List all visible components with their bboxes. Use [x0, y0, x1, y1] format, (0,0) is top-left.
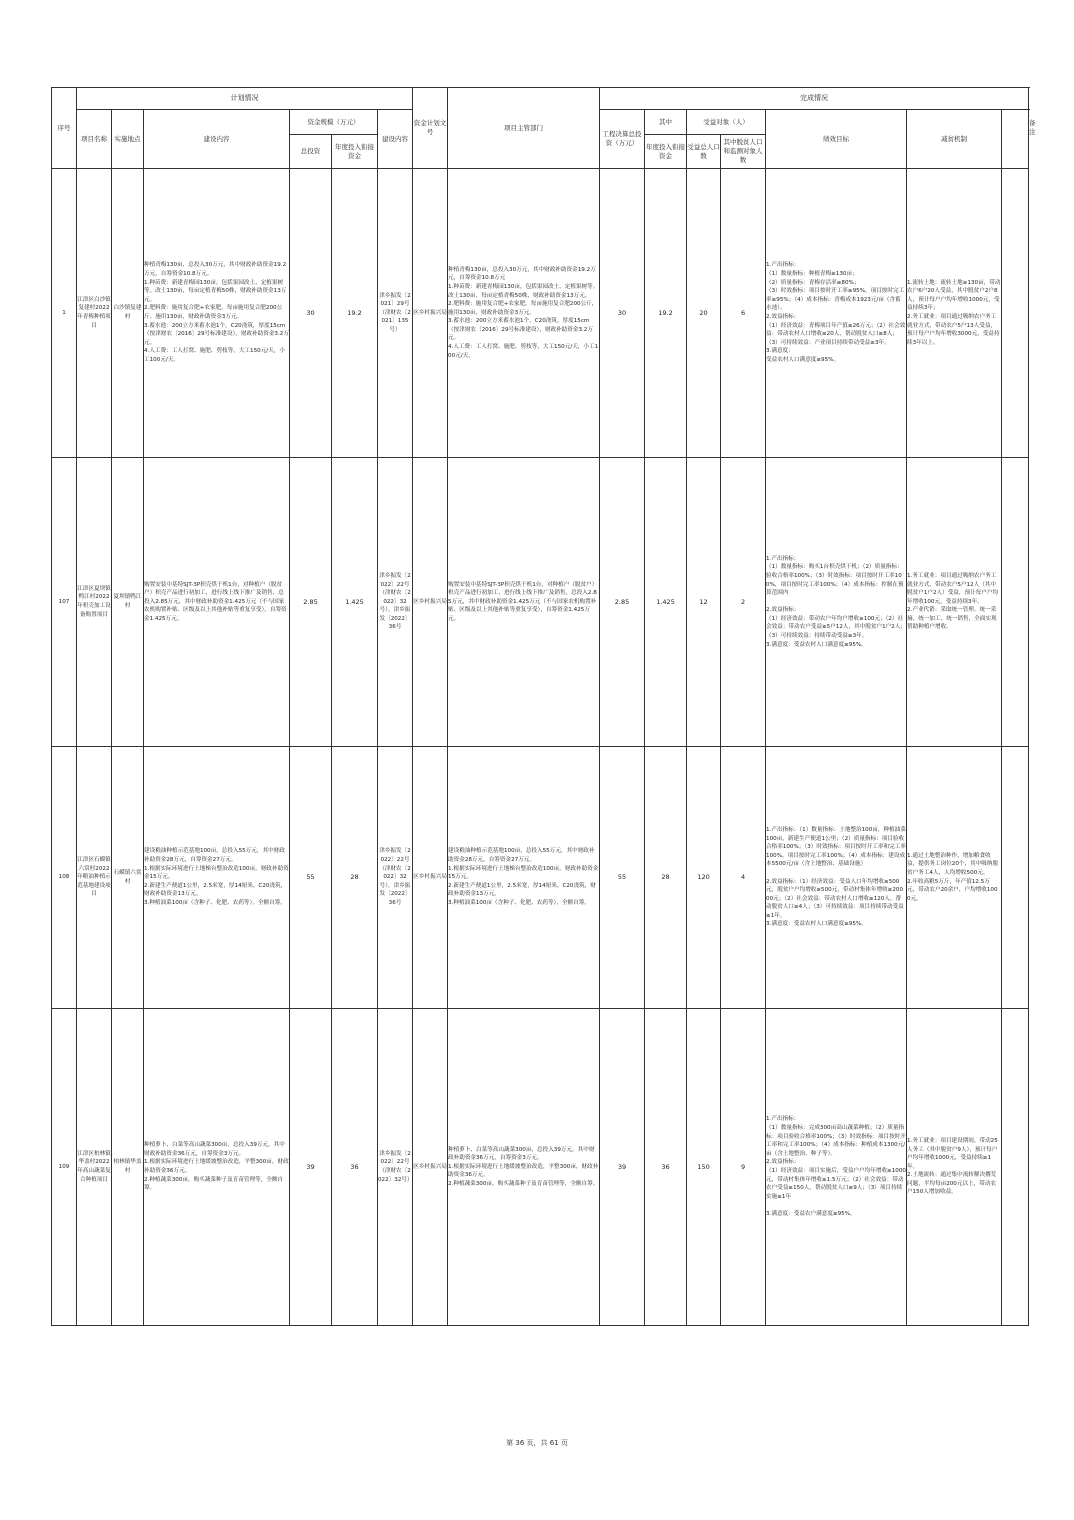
table-row	[52, 747, 1029, 1009]
row-done-content: 种植萝卜、白菜等高山蔬菜300亩，总投入39万元，其中财政补助资金36万元，自筹资金3万元。 1.根据实际环境进行土地缓坡整治改造，平整300亩，财政补助资金36万元。 2.种植蔬菜300亩，购买蔬菜种子及育苗管理等，全额自筹。	[448, 1009, 600, 1326]
header-dept: 项目主管部门	[448, 88, 600, 169]
row-location: 柏林镇华盖村	[112, 1009, 144, 1326]
row-dept: 区乡村振兴局	[413, 458, 448, 747]
row-goal: 1.产出指标：（1）数量指标：土地整治100亩，种植油菜100亩，新建生产便道1公里；（2）质量指标：项目验收合格率100%；（3）时效指标：项目按时开工率和完工率100%，项目按时完工率100%；（4）成本指标：建设成本5500元/亩（含土地整治、基础设施） 2.效益指标：（1）经济效益：受益人口年均增收≥500元，脱贫户户均增收≥500元，带动村集体年增收≥20000元；（2）社会效益：带动农村人口增收≥120人，帮动脱贫人口≥4人；（3）可持续效益：项目持续带动受益≥1年。 3.满意度：受益农村人口满意度≥95%。	[766, 747, 907, 1009]
row-benef-total: 12	[687, 458, 721, 747]
row-dept: 区乡村振兴局	[413, 747, 448, 1009]
header-of-which: 其中	[645, 110, 687, 135]
row-dept: 区乡村振兴局	[413, 169, 448, 458]
page-footer: 第 36 页，共 61 页	[506, 1439, 568, 1447]
row-seq: 107	[52, 458, 77, 747]
row-plan-content: 建设粮油种植示范基地100亩，总投入55万元，其中财政补助资金28万元，自筹资金27万元。 1.根据实际环境进行土地梯台整治改造100亩，财政补助资金15万元。 2.新建生产便道1公里，2.5米宽，厚14厘米，C20浇筑，财政补助资金13万元。 3.种植油菜100亩（含种子、化肥、农药等），全额自筹。	[144, 747, 290, 1009]
header-beneficiaries: 受益对象（人）	[687, 110, 766, 135]
row-benef-total: 120	[687, 747, 721, 1009]
row-done-annual: 28	[645, 747, 687, 1009]
header-fund-scale: 资金规模（万元）	[290, 110, 378, 135]
row-annual-fiscal: 1.425	[332, 458, 378, 747]
header-done-content: 建设内容	[378, 110, 413, 169]
row-total-investment: 39	[290, 1009, 332, 1326]
row-location: 白沙镇复建村	[112, 169, 144, 458]
row-benef-poor: 9	[721, 1009, 766, 1326]
row-seq: 1	[52, 169, 77, 458]
row-plan-content: 种植青梅130亩，总投入30万元，其中财政补助资金19.2万元，自筹资金10.8万元。 1.种苗费：新建青梅园130亩，包括果园改土、定植果树等。改土130亩，每亩定植青梅50株，财政补助资金13万元。 2.肥料费：施用复合肥+农家肥，每亩施用复合肥200公斤。施用130亩，财政补助资金3万元。 3.蓄水池：200立方米蓄水池1个，C20浇筑，厚度15cm（按津财农〔2016〕29号标准建设），财政补助资金3.2万元。 4.人工费：工人打窝、施肥、剪枝等，大工150元/天，小工100元/天。	[144, 169, 290, 458]
header-location: 实施地点	[112, 110, 144, 169]
table-row	[52, 169, 1029, 458]
header-project-name: 项目名称	[77, 110, 112, 169]
row-total-investment: 30	[290, 169, 332, 458]
row-done-annual: 1.425	[645, 458, 687, 747]
row-doc-no: 津乡振发〔2022〕22号（津财农〔2022〕32号）	[378, 1009, 413, 1326]
row-final-total: 2.85	[600, 458, 645, 747]
row-total-investment: 55	[290, 747, 332, 1009]
row-goal: 1.产出指标： （1）数量指标：完成300亩高山蔬菜种植；（2）质量指标：项目验收合格率100%；（3）时效指标：项目按时开工率和完工率100%；（4）成本指标：种植成本1300元/亩（含土地整治、种子等）。 2.效益指标： （1）经济效益：项目实施后，受益户户均年增收≥1000元，带动村集体年增收≥1.5万元；（2）社会效益：带动农户受益≥150人，帮动脱贫人口≥9人；（3）项目持续实施≥1年 3.满意度：受益农户满意度≥95%。	[766, 1009, 907, 1326]
row-done-content: 购置安装中基特SJT-3P枳壳烘干机1台，对种植户（脱贫户）枳壳产品进行初加工，进行线上线下推广及销售，总投入2.85万元，其中财政补助资金1.425万元（不与国家农机购置补贴、区级及以上其他补贴等重复享受），自筹资金1.425万元。	[448, 458, 600, 747]
row-project-name: 江津区白沙镇复建村2022年青梅种植项目	[77, 169, 112, 458]
row-final-total: 30	[600, 169, 645, 458]
row-annual-fiscal: 36	[332, 1009, 378, 1326]
row-done-content: 建设粮油种植示范基地100亩，总投入55万元，其中财政补助资金28万元，自筹资金27万元。 1.根据实际环境进行土地梯台整治改造100亩，财政补助资金15万元。 2.新建生产便道1公里，2.5米宽，厚14厘米，C20浇筑，财政补助资金13万元。 3.种植油菜100亩（含种子、化肥、农药等），全额自筹。	[448, 747, 600, 1009]
row-doc-no: 津乡振发〔2021〕29号（津财农〔2021〕135号）	[378, 169, 413, 458]
row-final-total: 39	[600, 1009, 645, 1326]
row-project-name: 江津区柏林镇华盖村2022年高山蔬菜复合种植项目	[77, 1009, 112, 1326]
table-row	[52, 1009, 1029, 1326]
row-location: 夏坝镇鸭江村	[112, 458, 144, 747]
row-plan-content: 购置安装中基特SJT-3P枳壳烘干机1台，对种植户（脱贫户）枳壳产品进行初加工，进行线上线下推广及销售，总投入2.85万元，其中财政补助资金1.425万元（不与国家农机购置补贴、区级及以上其他补贴等重复享受），自筹资金1.425万元。	[144, 458, 290, 747]
header-total-investment: 总投资	[290, 135, 332, 169]
row-remark	[1002, 1009, 1029, 1326]
header-done-annual: 年度投入衔接资金	[645, 135, 687, 169]
row-annual-fiscal: 19.2	[332, 169, 378, 458]
row-final-total: 55	[600, 747, 645, 1009]
header-benef-poor: 其中脱贫人口和监测对象人数	[721, 135, 766, 169]
row-mechanism: 1.务工就业：项目建设期间，带动25人务工（其中脱贫户9人），预计每户户均年增收1000元，受益持续≥1年。 2.土地流转：通过集中流转解决撂荒问题，平均每亩200元以上，带动农户150人增加收益。	[907, 1009, 1002, 1326]
row-benef-poor: 6	[721, 169, 766, 458]
header-mechanism: 减贫机制	[907, 110, 1002, 169]
row-project-name: 江津区夏坝镇鸭江村2022年枳壳加工设备购置项目	[77, 458, 112, 747]
row-done-annual: 19.2	[645, 169, 687, 458]
row-remark	[1002, 169, 1029, 458]
row-doc-no: 津乡振发〔2022〕22号（津财农〔2022〕32号），津乡振发〔2022〕36号	[378, 747, 413, 1009]
row-benef-total: 150	[687, 1009, 721, 1326]
header-doc-no: 资金计划文号	[413, 88, 448, 169]
row-remark	[1002, 747, 1029, 1009]
table-row	[52, 458, 1029, 747]
header-done-group: 完成情况	[600, 88, 1029, 110]
header-seq: 序号	[52, 88, 77, 169]
header-benef-total: 受益总人口数	[687, 135, 721, 169]
row-annual-fiscal: 28	[332, 747, 378, 1009]
row-mechanism: 1.流转土地：流转土地≥130亩，带动农户6户20人受益，其中脱贫户2户8人，预计每户户均年增收1000元，受益持续3年； 2.务工就业：项目通过吸纳农户务工就业方式，带动农户5户13人受益，预计每户户均年增收3000元，受益持续3年以上。	[907, 169, 1002, 458]
row-seq: 109	[52, 1009, 77, 1326]
header-plan-content: 建设内容	[144, 110, 290, 169]
row-goal: 1.产出指标： （1）数量指标：种植青梅≥130亩； （2）质量指标：青梅存活率≥80%； （3）时效指标：项目按时开工率≥95%，项目按时完工率≥95%；（4）成本指标：青梅成本1923元/亩（含蓄水池）。 2.效益指标： （1）经济效益：青梅项目年产值≥26万元；（2）社会效益：带动农村人口增收≥20人，帮动脱贫人口≥8人；（3）可持续效益：产业项目持续带动受益≥3年。 3.满意度： 受益农村人口满意度≥95%。	[766, 169, 907, 458]
header-annual-fiscal: 年度投入衔接资金	[332, 135, 378, 169]
header-plan-group: 计划情况	[77, 88, 413, 110]
row-seq: 108	[52, 747, 77, 1009]
row-benef-total: 20	[687, 169, 721, 458]
row-plan-content: 种植萝卜、白菜等高山蔬菜300亩，总投入39万元，其中财政补助资金36万元，自筹资金3万元。 1.根据实际环境进行土地缓坡整治改造，平整300亩，财政补助资金36万元。 2.种植蔬菜300亩，购买蔬菜种子及育苗管理等，全额自筹。	[144, 1009, 290, 1326]
row-doc-no: 津乡振发〔2022〕22号（津财农〔2022〕32号），津乡振发〔2022〕36号	[378, 458, 413, 747]
row-project-name: 江津区石蟆镇六赏村2022年粮油种植示范基地建设项目	[77, 747, 112, 1009]
header-goal: 绩效目标	[766, 110, 907, 169]
row-location: 石蟆镇六赏村	[112, 747, 144, 1009]
project-table: 序号 计划情况 资金计划文号 项目主管部门 完成情况 备注 项目名称 实施地点 建设内容 资金规模（万元） 建设内容 工程决算总投资（万元） 其中 受益对象（人） 绩效目标 减贫机制 总投资 年度投入衔接资金 年度投入衔接资金 受益总人口数 其中脱贫人口和监测对象人数 1 江津区白沙镇复建村2022年青梅种植项目 白沙镇复建村 种植青梅130亩，总投入30万元，其中财政补助资金19.2万元，自筹资金10.8万元。 1.种苗费：新建青梅园130亩，包括果园改土、定植果树等。改土130亩，每亩定植青梅50株，财政补助资金13万元。 2.肥料费：施用复合肥+农家肥，每亩施用复合肥200公斤。施用130亩，财政补助资金3万元。 3.蓄水池：200立方米蓄水池1个，C20浇筑，厚度15cm（按津财农〔2016〕29号标准建设），财政补助资金3.2万元。 4.人工费：工人打窝、施肥、剪枝等，大工150元/天，小工100元/天。 30 19.2 津乡振发〔2021〕29号（津财农〔2021〕135号） 区乡村振兴局 种植青梅130亩，总投入30万元，其中财政补助资金19.2万元，自筹资金10.8万元 1.种苗费：新建青梅园130亩，包括果园改土、定植果树等。改土130亩，每亩定植青梅50株，财政补助资金13万元。 2.肥料费：施用复合肥+农家肥，每亩施用复合肥200公斤，施用130亩，财政补助资金3万元。 3.蓄水池：200立方米蓄水池1个，C20浇筑，厚度15cm（按津财农〔2016〕29号标准建设），财政补助资金3.2万元。 4.人工费：工人打窝、施肥、剪枝等，大工150元/天，小工100元/天。 30 19.2 20 6 1.产出指标： （1）数量指标：种植青梅≥130亩； （2）质量指标：青梅存活率≥80%； （3）时效指标：项目按时开工率≥95%，项目按时完工率≥95%；（4）成本指标：青梅成本1923元/亩（含蓄水池）。 2.效益指标： （1）经济效益：青梅项目年产值≥26万元；（2）社会效益：带动农村人口增收≥20人，帮动脱贫人口≥8人；（3）可持续效益：产业项目持续带动受益≥3年。 3.满意度： 受益农村人口满意度≥95%。 1.流转土地：流转土地≥130亩，带动农户6户20人受益，其中脱贫户2户8人，预计每户户均年增收1000元，受益持续3年； 2.务工就业：项目通过吸纳农户务工就业方式，带动农户5户13人受益，预计每户户均年增收3000元，受益持续3年以上。 107 江津区夏坝镇鸭江村2022年枳壳加工设备购置项目 夏坝镇鸭江村 购置安装中基特SJT-3P枳壳烘干机1台，对种植户（脱贫户）枳壳产品进行初加工，进行线上线下推广及销售，总投入2.85万元，其中财政补助资金1.425万元（不与国家农机购置补贴、区级及以上其他补贴等重复享受），自筹资金1.425万元。 2.85 1.425 津乡振发〔2022〕22号（津财农〔2022〕32号），津乡振发〔2022〕36号 区乡村振兴局 购置安装中基特SJT-3P枳壳烘干机1台，对种植户（脱贫户）枳壳产品进行初加工，进行线上线下推广及销售，总投入2.85万元，其中财政补助资金1.425万元（不与国家农机购置补贴、区级及以上其他补贴等重复享受），自筹资金1.425万元。 2.85 1.425 12 2 1.产出指标： （1）数量指标：购买1台枳壳烘干机；（2）质量指标：验收合格率100%；（3）时效指标：项目按时开工率100%，项目按时完工率100%；（4）成本指标：控制在预算范围内 2.效益指标： （1）经济效益：带动农户年均户增收≥100元；（2）社会效益：带动农户受益≥5户12人，其中脱贫户1户2人；（3）可持续效益：持续带动受益≥3年。 3.满意度：受益农村人口满意度≥95%。 1.务工就业：项目通过吸纳农户务工就业方式，带动农户5户12人（其中脱贫户1户2人）受益，预计每户户均年增收100元，受益持续3年。 2.产业代销：采取统一管理、统一采摘、统一加工、统一销售，全面实现帮助种植户增收。 108 江津区石蟆镇六赏村2022年粮油种植示范基地建设项目 石蟆镇六赏村 建设粮油种植示范基地100亩，总投入55万元，其中财政补助资金28万元，自筹资金27万元。 1.根据实际环境进行土地梯台整治改造100亩，财政补助资金15万元。 2.新建生产便道1公里，2.5米宽，厚14厘米，C20浇筑，财政补助资金13万元。 3.种植油菜100亩（含种子、化肥、农药等），全额自筹。 55 28 津乡振发〔2022〕22号（津财农〔2022〕32号），津乡振发〔2022〕36号 区乡村振兴局 建设粮油种植示范基地100亩，总投入55万元，其中财政补助资金28万元，自筹资金27万元。 1.根据实际环境进行土地梯台整治改造100亩，财政补助资金15万元。 2.新建生产便道1公里，2.5米宽，厚14厘米，C20浇筑，财政补助资金13万元。 3.种植油菜100亩（含种子、化肥、农药等），全额自筹。 55 28 120 4 1.产出指标：（1）数量指标：土地整治100亩，种植油菜100亩，新建生产便道1公里；（2）质量指标：项目验收合格率100%；（3）时效指标：项目按时开工率和完工率100%，项目按时完工率100%；（4）成本指标：建设成本5500元/亩（含土地整治、基础设施） 2.效益指标：（1）经济效益：受益人口年均增收≥500元，脱贫户户均增收≥500元，带动村集体年增收≥20000元；（2）社会效益：带动农村人口增收≥120人，帮动脱贫人口≥4人；（3）可持续效益：项目持续带动受益≥1年。 3.满意度：受益农村人口满意度≥95%。 1.通过土地整治种作、增加粮食收益，提供务工岗位20个，其中吸纳脱贫户务工4人，人均增收500元。 2.年收高粮5万斤，年产值12.5万元，带动农户20余户，户均增收1000元。 109 江津区柏林镇华盖村2022年高山蔬菜复合种植项目 柏林镇华盖村 种植萝卜、白菜等高山蔬菜300亩，总投入39万元，其中财政补助资金36万元，自筹资金3万元。 1.根据实际环境进行土地缓坡整治改造，平整300亩，财政补助资金36万元。 2.种植蔬菜300亩，购买蔬菜种子及育苗管理等，全额自筹。 39 36 津乡振发〔2022〕22号（津财农〔2022〕32号） 区乡村振兴局 种植萝卜、白菜等高山蔬菜300亩，总投入39万元，其中财政补助资金36万元，自筹资金3万元。 1.根据实际环境进行土地缓坡整治改造，平整300亩，财政补助资金36万元。 2.种植蔬菜300亩，购买蔬菜种子及育苗管理等，全额自筹。 39 36 150 9 1.产出指标： （1）数量指标：完成300亩高山蔬菜种植；（2）质量指标：项目验收合格率100%；（3）时效指标：项目按时开工率和完工率100%；（4）成本指标：种植成本1300元/亩（含土地整治、种子等）。 2.效益指标： （1）经济效益：项目实施后，受益户户均年增收≥1000元，带动村集体年增收≥1.5万元；（2）社会效益：带动农户受益≥150人，帮动脱贫人口≥9人；（3）项目持续实施≥1年 3.满意度：受益农户满意度≥95%。 1.务工就业：项目建设期间，带动25人务工（其中脱贫户9人），预计每户户均年增收1000元，受益持续≥1年。 2.土地流转：通过集中流转解决撂荒问题，平均每亩200元以上，带动农户150人增加收益。	[51, 87, 1029, 1326]
row-done-annual: 36	[645, 1009, 687, 1326]
row-remark	[1002, 458, 1029, 747]
row-done-content: 种植青梅130亩，总投入30万元，其中财政补助资金19.2万元，自筹资金10.8万元 1.种苗费：新建青梅园130亩，包括果园改土、定植果树等。改土130亩，每亩定植青梅50株，财政补助资金13万元。 2.肥料费：施用复合肥+农家肥，每亩施用复合肥200公斤，施用130亩，财政补助资金3万元。 3.蓄水池：200立方米蓄水池1个，C20浇筑，厚度15cm（按津财农〔2016〕29号标准建设），财政补助资金3.2万元。 4.人工费：工人打窝、施肥、剪枝等，大工150元/天，小工100元/天。	[448, 169, 600, 458]
row-benef-poor: 2	[721, 458, 766, 747]
row-total-investment: 2.85	[290, 458, 332, 747]
header-final-total: 工程决算总投资（万元）	[600, 110, 645, 169]
row-dept: 区乡村振兴局	[413, 1009, 448, 1326]
row-goal: 1.产出指标： （1）数量指标：购买1台枳壳烘干机；（2）质量指标：验收合格率100%；（3）时效指标：项目按时开工率100%，项目按时完工率100%；（4）成本指标：控制在预算范围内 2.效益指标： （1）经济效益：带动农户年均户增收≥100元；（2）社会效益：带动农户受益≥5户12人，其中脱贫户1户2人；（3）可持续效益：持续带动受益≥3年。 3.满意度：受益农村人口满意度≥95%。	[766, 458, 907, 747]
row-mechanism: 1.务工就业：项目通过吸纳农户务工就业方式，带动农户5户12人（其中脱贫户1户2人）受益，预计每户户均年增收100元，受益持续3年。 2.产业代销：采取统一管理、统一采摘、统一加工、统一销售，全面实现帮助种植户增收。	[907, 458, 1002, 747]
row-benef-poor: 4	[721, 747, 766, 1009]
row-mechanism: 1.通过土地整治种作、增加粮食收益，提供务工岗位20个，其中吸纳脱贫户务工4人，人均增收500元。 2.年收高粮5万斤，年产值12.5万元，带动农户20余户，户均增收1000元。	[907, 747, 1002, 1009]
